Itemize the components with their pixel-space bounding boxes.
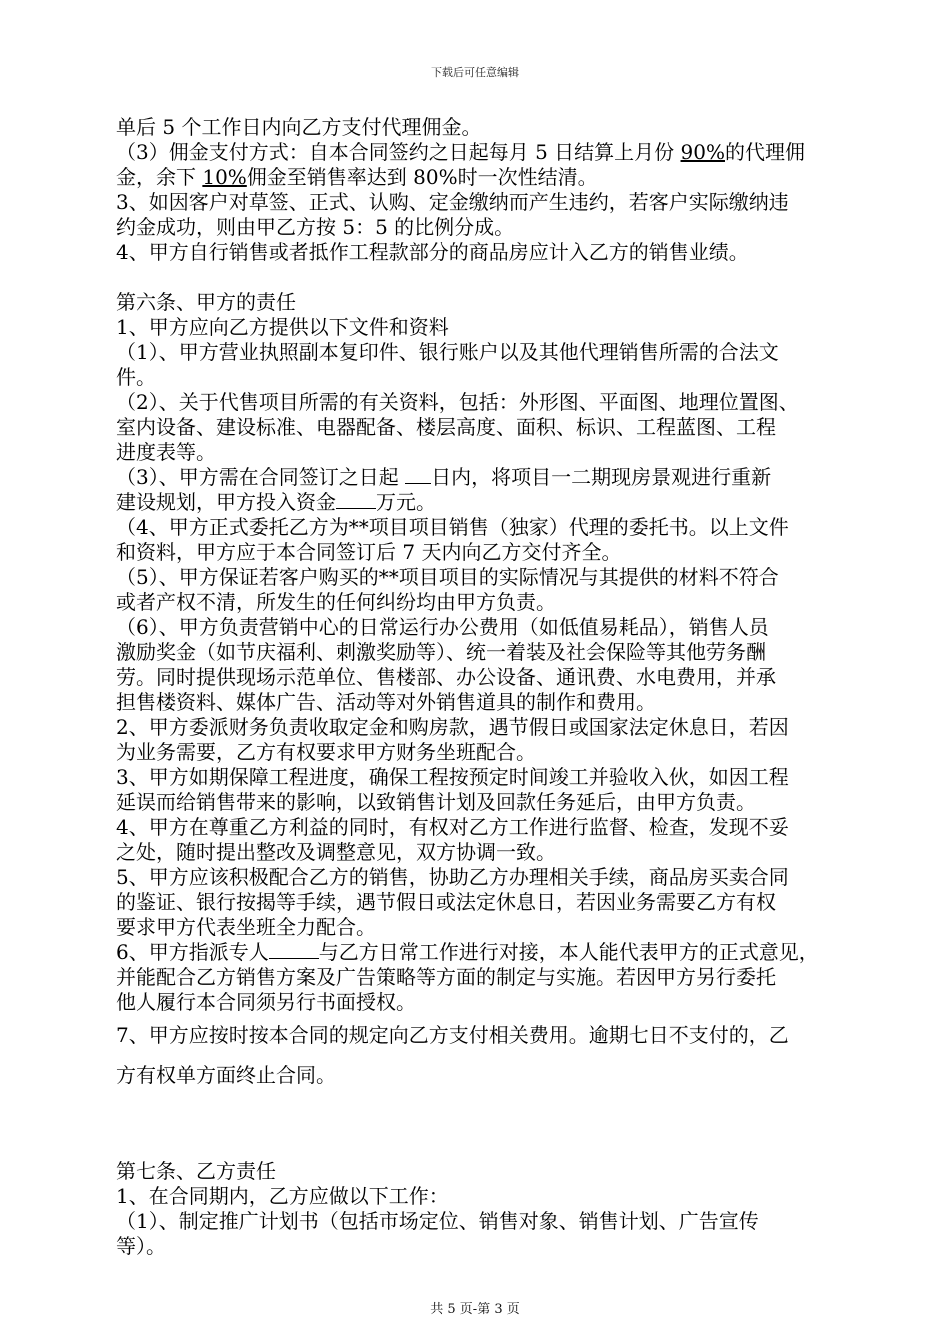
underlined-percent: 10% bbox=[202, 165, 247, 189]
paragraph-line: （1）、甲方营业执照副本复印件、银行账户以及其他代理销售所需的合法文 bbox=[116, 340, 779, 364]
paragraph-line: 和资料，甲方应于本合同签订后 7 天内向乙方交付齐全。 bbox=[116, 540, 622, 564]
paragraph-line: 4、甲方自行销售或者抵作工程款部分的商品房应计入乙方的销售业绩。 bbox=[116, 240, 749, 264]
text-run: 金，余下 bbox=[116, 165, 203, 189]
document-body bbox=[116, 115, 876, 1259]
text-run: 万元。 bbox=[376, 490, 436, 514]
paragraph-line: 1、甲方应向乙方提供以下文件和资料 bbox=[116, 315, 449, 339]
fill-in-blank bbox=[405, 465, 431, 484]
text-run: （3）佣金支付方式：自本合同签约之日起每月 5 日结算上月份 bbox=[116, 140, 681, 164]
paragraph-line: 激励奖金（如节庆福利、刺激奖励等）、统一着装及社会保险等其他劳务酬 bbox=[116, 640, 766, 664]
section-party-b-duties bbox=[116, 1159, 876, 1259]
paragraph-line: 方有权单方面终止合同。 bbox=[116, 1063, 336, 1087]
paragraph-line: 要求甲方代表坐班全力配合。 bbox=[116, 915, 376, 939]
paragraph-line: 4、甲方在尊重乙方利益的同时，有权对乙方工作进行监督、检查，发现不妥 bbox=[116, 815, 789, 839]
paragraph-line: 他人履行本合同须另行书面授权。 bbox=[116, 990, 416, 1014]
paragraph-line: （6）、甲方负责营销中心的日常运行办公费用（如低值易耗品），销售人员 bbox=[116, 615, 769, 639]
text-run: （3）、甲方需在合同签订之日起 bbox=[116, 465, 406, 489]
spacer bbox=[116, 1095, 876, 1159]
paragraph-line: 5、甲方应该积极配合乙方的销售，协助乙方办理相关手续，商品房买卖合同 bbox=[116, 865, 789, 889]
paragraph-line bbox=[116, 940, 876, 965]
paragraph-line: 进度表等。 bbox=[116, 440, 216, 464]
section-commission bbox=[116, 115, 876, 265]
paragraph-line: 室内设备、建设标准、电器配备、楼层高度、面积、标识、工程蓝图、工程 bbox=[116, 415, 776, 439]
paragraph-line: 劳。同时提供现场示范单位、售楼部、办公设备、通讯费、水电费用，并承 bbox=[116, 665, 776, 689]
paragraph-line: 件。 bbox=[116, 365, 156, 389]
text-run: 佣金至销售率达到 80%时一次性结清。 bbox=[246, 165, 598, 189]
section-title: 第七条、乙方责任 bbox=[116, 1159, 276, 1183]
paragraph-line: 7、甲方应按时按本合同的规定向乙方支付相关费用。逾期七日不支付的，乙 bbox=[116, 1023, 789, 1047]
section-party-a-duties bbox=[116, 290, 876, 1095]
paragraph-line: 2、甲方委派财务负责收取定金和购房款，遇节假日或国家法定休息日，若因 bbox=[116, 715, 789, 739]
paragraph-line bbox=[116, 465, 876, 490]
paragraph-line: （1）、制定推广计划书（包括市场定位、销售对象、销售计划、广告宣传 bbox=[116, 1209, 759, 1233]
paragraph-line: （2）、关于代售项目所需的有关资料，包括：外形图、平面图、地理位置图、 bbox=[116, 390, 799, 414]
text-run: 建设规划，甲方投入资金 bbox=[116, 490, 336, 514]
paragraph-line bbox=[116, 140, 876, 165]
paragraph-line bbox=[116, 165, 876, 190]
paragraph-line: 担售楼资料、媒体广告、活动等对外销售道具的制作和费用。 bbox=[116, 690, 656, 714]
fill-in-blank bbox=[269, 940, 319, 959]
paragraph-line bbox=[116, 490, 876, 515]
paragraph-line: 延误而给销售带来的影响，以致销售计划及回款任务延后，由甲方负责。 bbox=[116, 790, 756, 814]
paragraph-line: 约金成功，则由甲乙方按 5：5 的比例分成。 bbox=[116, 215, 515, 239]
page-header: 下载后可任意编辑 bbox=[431, 66, 519, 79]
paragraph-line: 并能配合乙方销售方案及广告策略等方面的制定与实施。若因甲方另行委托 bbox=[116, 965, 776, 989]
paragraph-line: 3、甲方如期保障工程进度，确保工程按预定时间竣工并验收入伙，如因工程 bbox=[116, 765, 789, 789]
spacer bbox=[116, 265, 876, 290]
paragraph-line: 3、如因客户对草签、正式、认购、定金缴纳而产生违约，若客户实际缴纳违 bbox=[116, 190, 789, 214]
paragraph-line: （4、甲方正式委托乙方为**项目项目销售（独家）代理的委托书。以上文件 bbox=[116, 515, 789, 539]
paragraph-line: 等）。 bbox=[116, 1234, 166, 1258]
fill-in-blank bbox=[336, 490, 376, 509]
text-run: 与乙方日常工作进行对接，本人能代表甲方的正式意见， bbox=[318, 940, 819, 964]
text-run: 6、甲方指派专人 bbox=[116, 940, 269, 964]
underlined-percent: 90% bbox=[680, 140, 725, 164]
paragraph-line: 1、在合同期内，乙方应做以下工作： bbox=[116, 1184, 449, 1208]
paragraph-line: 单后 5 个工作日内向乙方支付代理佣金。 bbox=[116, 115, 482, 139]
text-run: 日内，将项目一二期现房景观进行重新 bbox=[431, 465, 772, 489]
section-title: 第六条、甲方的责任 bbox=[116, 290, 296, 314]
paragraph-line: 为业务需要，乙方有权要求甲方财务坐班配合。 bbox=[116, 740, 536, 764]
paragraph-line: 之处，随时提出整改及调整意见，双方协调一致。 bbox=[116, 840, 556, 864]
text-run: 的代理佣 bbox=[724, 140, 805, 164]
paragraph-line: 或者产权不清，所发生的任何纠纷均由甲方负责。 bbox=[116, 590, 556, 614]
page-footer: 共 5 页-第 3 页 bbox=[430, 1302, 520, 1317]
paragraph-line: （5）、甲方保证若客户购买的**项目项目的实际情况与其提供的材料不符合 bbox=[116, 565, 779, 589]
paragraph-line: 的鉴证、银行按揭等手续，遇节假日或法定休息日，若因业务需要乙方有权 bbox=[116, 890, 776, 914]
